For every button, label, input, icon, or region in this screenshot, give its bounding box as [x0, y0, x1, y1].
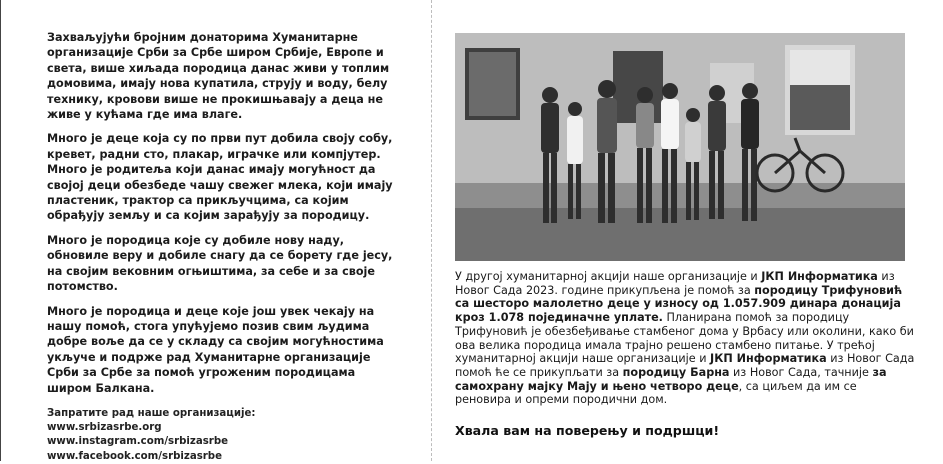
run-5: ЈКП Информатика	[710, 352, 827, 366]
appeal-paragraph: Много је породица и деце које још увек чекају на нашу помоћ, стога упућујемо позив свим људима добре воље да се у складу са својим могућностима укључе и подрже рад Хуманитарне организације Срби за Србе за помоћ угроженим породицама широм Балкана.	[47, 304, 384, 395]
hope-paragraph: Много је породица које су добиле нову наду, обновиле веру и добиле снагу да се борету где јесу, на својим вековним огњиштима, за себе и за своје потомство.	[47, 233, 393, 294]
family-photo	[455, 33, 905, 261]
run-6: из Новог Сада помоћ ће се прикупљати за	[455, 352, 915, 379]
intro-paragraph: Захваљујући бројним донаторима Хуманитарне организације Срби за Србе широм Србије, Европе и света, више хиљада породица данас живи у топлим домовима, имају нова купатила, струју и воду, белу технику, кровови више не прокишњавају а деца не живе у кућама где има влаге.	[47, 31, 390, 122]
run-8: из Новог Сада, тачније	[729, 365, 873, 379]
run-9: за самохрану мајку Мају и њено четворо деце	[455, 365, 887, 393]
run-3: породицу Трифуновић са шесторо малолетно деце у износу од 1.057.909 динара донација кроз 1.078 појединачне уплате.	[455, 283, 903, 325]
fold-line	[431, 0, 432, 461]
run-1: ЈКП Информатика	[761, 270, 878, 283]
run-0: У другој хуманитарној акцији наше организације и	[455, 270, 762, 283]
run-4: Планирана помоћ за породицу Трифуновић је обезбеђивање стамбеног дома у Врбасу или околини, како би ова велика породица имала трајно решено стамбено питање. У трећој хуманитарној акцији наше организације и	[455, 311, 914, 366]
action-paragraph	[455, 270, 915, 407]
instagram-link[interactable]: www.instagram.com/srbizasrbe	[47, 436, 229, 448]
run-7: породицу Барна	[622, 365, 730, 379]
run-2: из Новог Сада 2023. године прикупљена је помоћ за	[455, 270, 895, 297]
family-photo-icon	[455, 33, 905, 261]
run-10: , са циљем да им се реновира и опреми породични дом.	[455, 379, 857, 407]
follow-label: Запратите рад наше организације:	[47, 407, 256, 419]
children-paragraph: Много је деце која су по први пут добила своју собу, кревет, радни сто, плакар, играчке или компјутер. Много је родитеља који данас имају могућност да својој деци обезбеде чашу свежег млека, који имају пластеник, трактор са прикључцима, са којим обрађују земљу и са којим зарађују за породицу.	[47, 132, 393, 223]
follow-block	[47, 407, 399, 464]
left-column	[47, 30, 399, 464]
action-description	[455, 270, 915, 407]
website-link[interactable]: www.srbizasrbe.org	[47, 422, 162, 434]
trim-line	[0, 0, 1, 461]
facebook-link[interactable]: www.facebook.com/srbizasrbe	[47, 450, 222, 462]
thanks-line: Хвала вам на поверењу и подршци!	[455, 423, 720, 438]
